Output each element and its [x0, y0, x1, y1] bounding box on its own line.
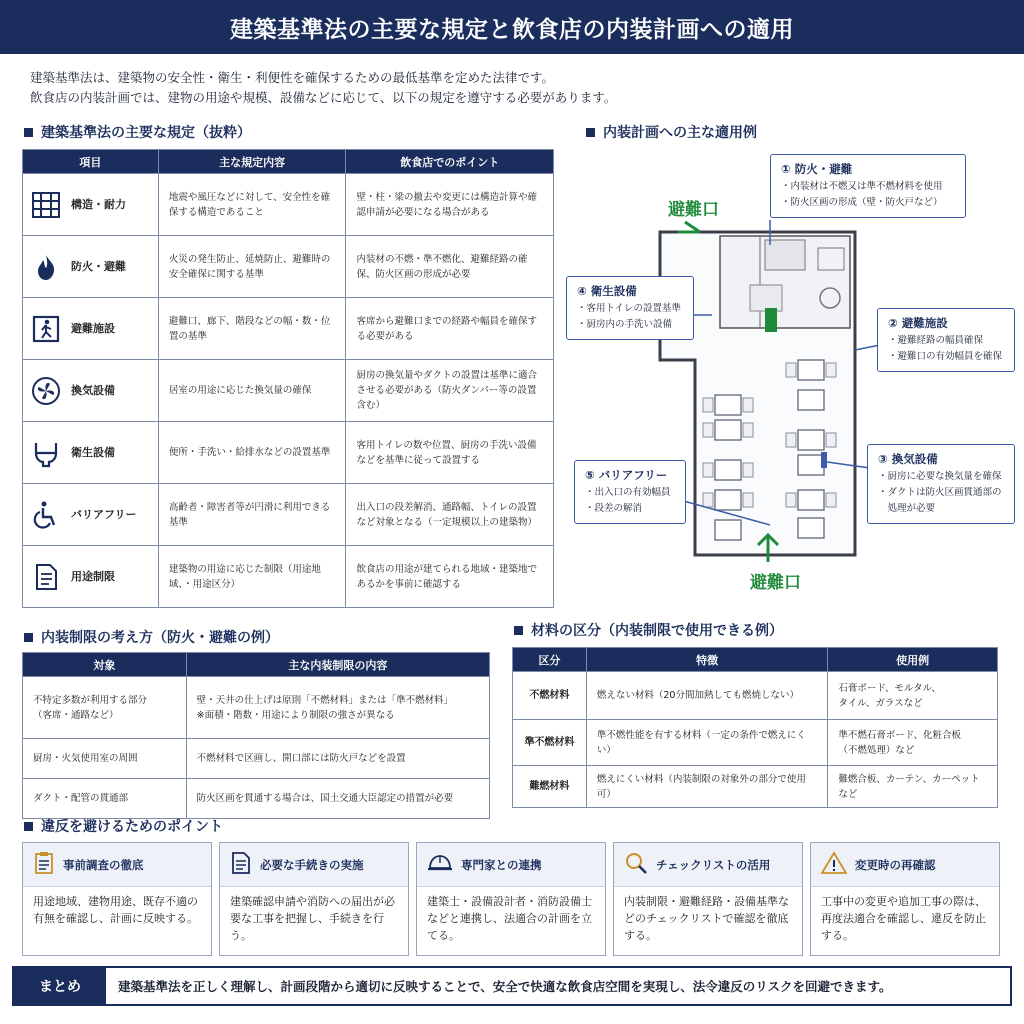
regulations-table	[22, 149, 554, 608]
row-item-label: 用途制限	[71, 570, 115, 583]
row-kind: 不燃材料	[513, 672, 587, 720]
summary-label: まとめ	[14, 968, 106, 1004]
row-content: 火災の発生防止、延焼防止、避難時の安全確保に関する基準	[158, 236, 346, 298]
tip-card-recheck: 変更時の再確認 工事中の変更や追加工事の際は、再度法適合を確認し、違反を防止する。	[810, 842, 1000, 956]
fan-icon	[29, 374, 63, 408]
row-item-label: 衛生設備	[71, 446, 115, 459]
magnifier-icon	[624, 851, 648, 879]
row-content: 避難口、廊下、階段などの幅・数・位置の基準	[158, 298, 346, 360]
column-header: 特徴	[586, 648, 827, 672]
intro-line-1: 建築基準法は、建築物の安全性・衛生・利便性を確保するための最低基準を定めた法律です。	[30, 70, 555, 85]
page-title: 建築基準法の主要な規定と飲食店の内装計画への適用	[0, 0, 1024, 54]
clipboard-icon	[33, 851, 55, 879]
row-content: 便所・手洗い・給排水などの設置基準	[158, 422, 346, 484]
row-point: 厨房の換気量やダクトの設置は基準に適合させる必要がある（防火ダンパー等の設置含む）	[346, 360, 554, 422]
helmet-icon	[427, 851, 453, 879]
table-row	[23, 677, 490, 739]
plan-card-sanitation: ④ 衛生設備 ・客用トイレの設置基準 ・厨房内の手洗い設備	[566, 276, 694, 340]
document-icon	[230, 851, 252, 879]
exit-label-bottom: 避難口	[750, 573, 801, 593]
document-icon	[29, 560, 63, 594]
row-point: 出入口の段差解消、通路幅、トイレの設置など対象となる（一定規模以上の建築物）	[346, 484, 554, 546]
table-row	[23, 739, 490, 779]
bullet-square-icon	[24, 128, 33, 137]
row-feature: 燃えにくい材料（内装制限の対象外の部分で使用可）	[586, 766, 827, 808]
summary-bar	[12, 966, 1012, 1006]
row-kind: 準不燃材料	[513, 720, 587, 766]
table-row	[513, 720, 998, 766]
table-row	[23, 779, 490, 819]
row-feature: 燃えない材料（20分間加熱しても燃焼しない）	[586, 672, 827, 720]
row-content: 防火区画を貫通する場合は、国土交通大臣認定の措置が必要	[186, 779, 489, 819]
column-header: 項目	[23, 150, 159, 174]
table-row	[23, 360, 554, 422]
wheelchair-icon	[29, 498, 63, 532]
tip-card-research: 事前調査の徹底 用途地域、建物用途、既存不適の有無を確認し、計画に反映する。	[22, 842, 212, 956]
floor-plan	[560, 190, 1020, 600]
regulations-heading: 建築基準法の主要な規定（抜粋）	[24, 122, 251, 142]
column-header: 飲食店でのポイント	[346, 150, 554, 174]
column-header: 使用例	[828, 648, 998, 672]
column-header: 主な規定内容	[158, 150, 346, 174]
plan-card-fire: ① 防火・避難 ・内装材は不燃又は準不燃材料を使用 ・防火区画の形成（壁・防火戸など）	[770, 154, 966, 218]
table-row	[23, 236, 554, 298]
exit-label-top: 避難口	[668, 200, 719, 220]
row-target: 厨房・火気使用室の周囲	[23, 739, 187, 779]
table-row	[513, 766, 998, 808]
bullet-square-icon	[514, 626, 523, 635]
row-point: 客席から避難口までの経路や幅員を確保する必要がある	[346, 298, 554, 360]
row-target: 不特定多数が利用する部分 （客席・通路など）	[23, 677, 187, 739]
plan-heading: 内装計画への主な適用例	[586, 122, 757, 142]
row-content: 居室の用途に応じた換気量の確保	[158, 360, 346, 422]
row-content: 壁・天井の仕上げは原則「不燃材料」または「準不燃材料」 ※面積・階数・用途により制限の強さが異なる	[186, 677, 489, 739]
row-content: 建築物の用途に応じた制限（用途地域、・用途区分）	[158, 546, 346, 608]
bullet-square-icon	[24, 633, 33, 642]
row-content: 高齢者・障害者等が円滑に利用できる基準	[158, 484, 346, 546]
materials-heading: 材料の区分（内装制限で使用できる例）	[514, 620, 783, 640]
row-feature: 準不燃性能を有する材料（一定の条件で燃えにくい）	[586, 720, 827, 766]
limits-heading: 内装制限の考え方（防火・避難の例）	[24, 627, 279, 647]
row-point: 内装材の不燃・準不燃化、避難経路の確保、防火区画の形成が必要	[346, 236, 554, 298]
toilet-icon	[29, 436, 63, 470]
bullet-square-icon	[24, 822, 33, 831]
row-item-label: 防火・避難	[71, 260, 126, 273]
plan-card-ventilation: ③ 換気設備 ・厨房に必要な換気量を確保 ・ダクトは防火区画貫通部の 処理が必要	[867, 444, 1015, 524]
materials-table	[512, 647, 998, 808]
row-point: 客用トイレの数や位置、厨房の手洗い設備などを基準に従って設置する	[346, 422, 554, 484]
intro-text	[30, 68, 616, 108]
table-row	[23, 174, 554, 236]
tips-heading: 違反を避けるためのポイント	[24, 816, 223, 836]
plan-card-barrier-free: ⑤ バリアフリー ・出入口の有効幅員 ・段差の解消	[574, 460, 686, 524]
plan-card-evacuation: ② 避難施設 ・避難経路の幅員確保 ・避難口の有効幅員を確保	[877, 308, 1015, 372]
row-item-label: 換気設備	[71, 384, 115, 397]
intro-line-2: 飲食店の内装計画では、建物の用途や規模、設備などに応じて、以下の規定を遵守する必要があります。	[30, 90, 617, 105]
column-header: 対象	[23, 653, 187, 677]
row-example: 準不燃石膏ボード、化粧合板 （不燃処理）など	[828, 720, 998, 766]
table-row	[23, 484, 554, 546]
row-item-label: バリアフリー	[71, 508, 137, 521]
row-point: 飲食店の用途が建てられる地域・建築地であるかを事前に確認する	[346, 546, 554, 608]
exit-icon	[29, 312, 63, 346]
row-content: 不燃材料で区画し、開口部には防火戸などを設置	[186, 739, 489, 779]
table-row	[513, 672, 998, 720]
row-example: 石膏ボード、モルタル、 タイル、ガラスなど	[828, 672, 998, 720]
row-content: 地震や風圧などに対して、安全性を確保する構造であること	[158, 174, 346, 236]
bullet-square-icon	[586, 128, 595, 137]
table-row	[23, 298, 554, 360]
limits-table	[22, 652, 490, 819]
summary-text: 建築基準法を正しく理解し、計画段階から適切に反映することで、安全で快適な飲食店空間を実現し、法令違反のリスクを回避できます。	[118, 979, 892, 994]
table-row	[23, 546, 554, 608]
row-point: 壁・柱・梁の撤去や変更には構造計算や確認申請が必要になる場合がある	[346, 174, 554, 236]
row-example: 難燃合板、カーテン、カーペットなど	[828, 766, 998, 808]
structure-icon	[29, 188, 63, 222]
tip-card-experts: 専門家との連携 建築士・設備設計者・消防設備士などと連携し、法適合の計画を立てる。	[416, 842, 606, 956]
fire-icon	[29, 250, 63, 284]
table-row	[23, 422, 554, 484]
row-item-label: 避難施設	[71, 322, 115, 335]
tip-card-checklist: チェックリストの活用 内装制限・避難経路・設備基準などのチェックリストで確認を徹底する。	[613, 842, 803, 956]
column-header: 区分	[513, 648, 587, 672]
warning-icon	[821, 851, 847, 879]
column-header: 主な内装制限の内容	[186, 653, 489, 677]
row-item-label: 構造・耐力	[71, 198, 126, 211]
tip-card-procedures: 必要な手続きの実施 建築確認申請や消防への届出が必要な工事を把握し、手続きを行う。	[219, 842, 409, 956]
row-kind: 難燃材料	[513, 766, 587, 808]
row-target: ダクト・配管の貫通部	[23, 779, 187, 819]
